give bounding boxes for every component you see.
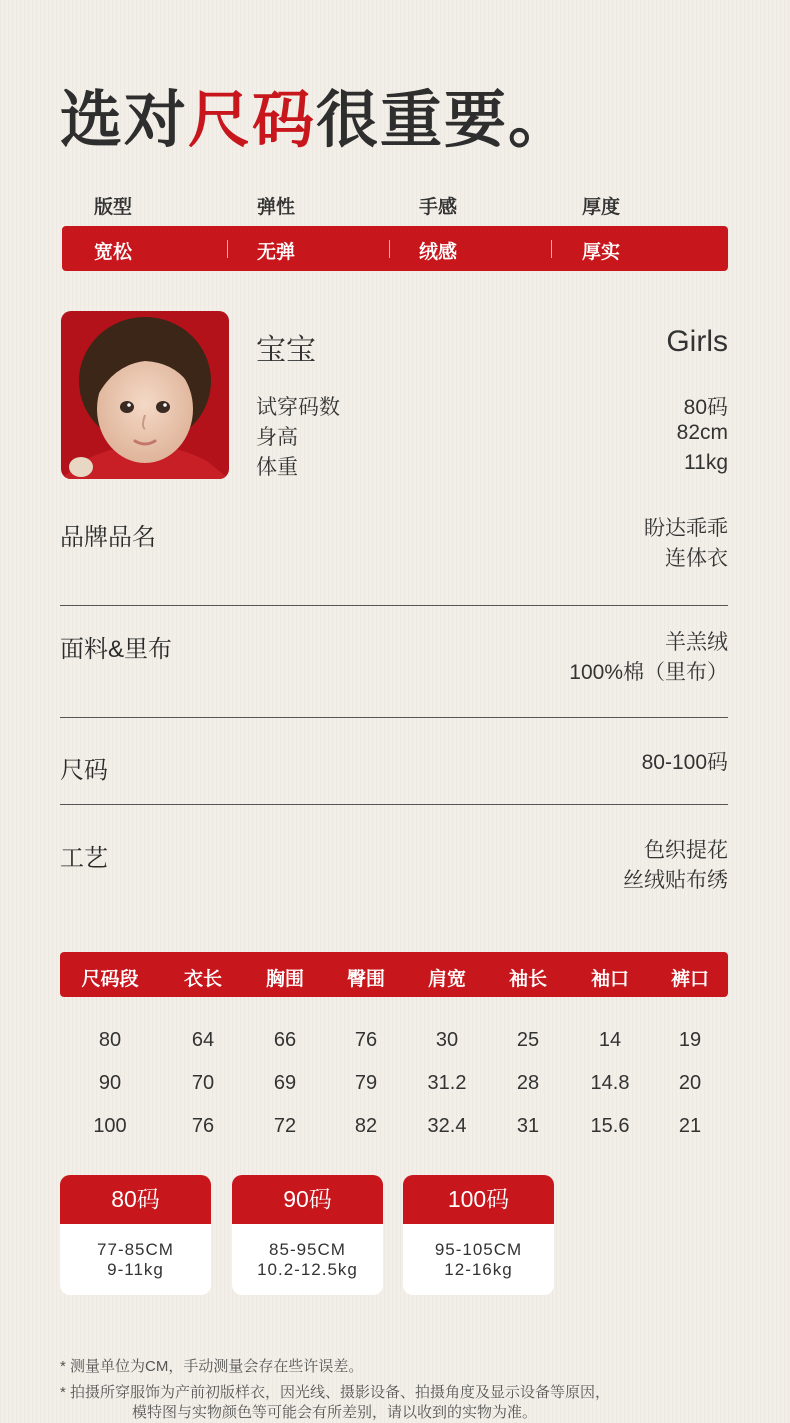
table-cell: 72 (273, 1115, 297, 1137)
table-cell: 19 (678, 1029, 702, 1051)
title-part-2: 很重要。 (316, 86, 573, 155)
table-cell: 100 (93, 1115, 127, 1137)
craft-value (623, 836, 728, 896)
attribute-bar (62, 226, 728, 271)
table-cell: 20 (678, 1072, 702, 1094)
table-cell: 32.4 (427, 1115, 467, 1137)
divider (60, 717, 728, 718)
size-range-value (642, 748, 728, 778)
table-cell: 80 (98, 1029, 122, 1051)
attr-label-feel: 手感 (419, 197, 458, 218)
table-cell: 15.6 (590, 1115, 630, 1137)
table-cell: 28 (516, 1072, 540, 1094)
table-cell: 79 (354, 1072, 378, 1094)
size-card-title: 100码 (403, 1175, 554, 1224)
table-cell: 82 (354, 1115, 378, 1137)
fabric-line-2: 100%棉（里布） (569, 661, 728, 684)
size-card-weight: 10.2-12.5kg (257, 1260, 358, 1279)
title-part-1: 选对 (60, 86, 189, 155)
craft-line-1: 色织提花 (644, 839, 728, 862)
brand-name-line-2: 连体衣 (665, 547, 728, 570)
attr-label-fit: 版型 (94, 197, 133, 218)
table-header-shoulder: 肩宽 (427, 969, 466, 990)
table-cell: 14 (598, 1029, 622, 1051)
divider (60, 804, 728, 805)
fabric-value (569, 628, 728, 688)
table-cell: 69 (273, 1072, 297, 1094)
fabric-label: 面料&里布 (60, 636, 173, 663)
table-header-cuff: 袖口 (590, 969, 629, 990)
table-header-size: 尺码段 (81, 969, 139, 990)
table-header-chest: 胸围 (265, 969, 304, 990)
height-label: 身高 (256, 426, 298, 449)
size-card-title: 90码 (232, 1175, 383, 1224)
attr-label-elasticity: 弹性 (257, 197, 296, 218)
table-header-hip: 臀围 (346, 969, 385, 990)
table-cell: 64 (191, 1029, 215, 1051)
model-gender: Girls (666, 325, 728, 358)
table-cell: 31 (516, 1115, 540, 1137)
table-cell: 90 (98, 1072, 122, 1094)
attr-value-fit: 宽松 (94, 242, 133, 263)
brand-name-label: 品牌品名 (60, 524, 156, 551)
table-header-leg-opening: 裤口 (670, 969, 709, 990)
note-sample: * 拍摄所穿服饰为产前初版样衣，因光线、摄影设备、拍摄角度及显示设备等原因， (60, 1384, 611, 1401)
size-range-label: 尺码 (60, 757, 108, 784)
table-cell: 76 (191, 1115, 215, 1137)
divider (60, 605, 728, 606)
weight-value: 11kg (684, 451, 728, 474)
attr-value-feel: 绒感 (419, 242, 458, 263)
table-cell: 31.2 (427, 1072, 467, 1094)
size-card-weight: 12-16kg (444, 1260, 513, 1279)
table-cell: 30 (435, 1029, 459, 1051)
brand-name-line-1: 盼达乖乖 (644, 517, 728, 540)
table-cell: 25 (516, 1029, 540, 1051)
note-color-diff: 模特图与实物颜色等可能会有所差别，请以收到的实物为准。 (132, 1404, 538, 1421)
weight-label: 体重 (256, 456, 298, 479)
table-header-sleeve: 袖长 (508, 969, 547, 990)
page-title (60, 70, 572, 159)
table-cell: 14.8 (590, 1072, 630, 1094)
size-card-title: 80码 (60, 1175, 211, 1224)
size-card-80 (60, 1175, 211, 1295)
size-card-height: 85-95CM (269, 1240, 346, 1259)
attr-value-elasticity: 无弹 (257, 242, 296, 263)
craft-label: 工艺 (60, 845, 108, 872)
attr-divider (389, 240, 390, 258)
size-card-height: 77-85CM (97, 1240, 174, 1259)
fabric-line-1: 羊羔绒 (665, 631, 728, 654)
table-cell: 70 (191, 1072, 215, 1094)
tried-size-label: 试穿码数 (256, 396, 340, 419)
size-card-90 (232, 1175, 383, 1295)
size-range-line-1: 80-100码 (641, 751, 728, 774)
table-header-length: 衣长 (183, 969, 222, 990)
title-accent: 尺码 (188, 86, 317, 155)
attr-label-thickness: 厚度 (582, 197, 621, 218)
craft-line-2: 丝绒贴布绣 (623, 869, 728, 892)
size-card-height: 95-105CM (434, 1240, 523, 1259)
model-name: 宝宝 (256, 334, 316, 367)
size-card-100 (403, 1175, 554, 1295)
table-cell: 21 (678, 1115, 702, 1137)
attr-value-thickness: 厚实 (582, 242, 621, 263)
model-photo (61, 311, 229, 479)
size-card-weight: 9-11kg (107, 1260, 164, 1279)
height-value: 82cm (676, 421, 728, 444)
table-cell: 66 (273, 1029, 297, 1051)
brand-name-value (644, 514, 728, 574)
tried-size-value: 80码 (683, 396, 728, 419)
attr-divider (227, 240, 228, 258)
attr-divider (551, 240, 552, 258)
table-cell: 76 (354, 1029, 378, 1051)
note-measurement: * 测量单位为CM，手动测量会存在些许误差。 (60, 1358, 364, 1375)
